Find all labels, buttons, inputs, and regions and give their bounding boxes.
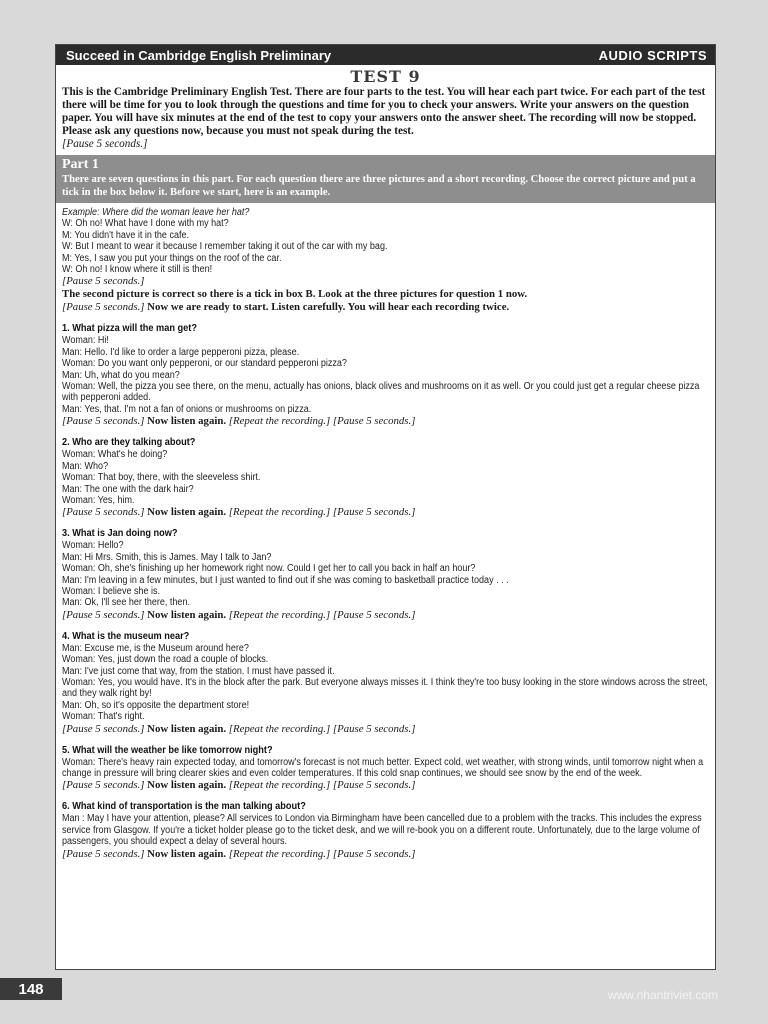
part-instructions: There are seven questions in this part. For each question there are three pictures and a short recording. Choose the correct picture and put a tick in the box below it. Before we start, here is an example. (62, 174, 696, 198)
test-title: TEST 9 (350, 67, 421, 86)
example-line: W: But I meant to wear it because I remember taking it out of the car with my bag. (62, 241, 388, 253)
dialogue-line: Woman: Well, the pizza you see there, on the menu, actually has onions, black olives and mushrooms on it as well. Or you could just get a regular cheese pizza with pepperoni added. (62, 381, 700, 404)
dialogue-line: Woman: Yes, him. (62, 494, 135, 506)
page-number: 148 (0, 978, 62, 1000)
example-pause: [Pause 5 seconds.] (62, 275, 145, 288)
page-header (56, 45, 715, 65)
intro-paragraph (56, 86, 715, 151)
question-title: 6. What kind of transportation is the man talking about? (62, 801, 306, 813)
part-banner (56, 155, 715, 203)
pause-line: [Pause 5 seconds.] Now listen again. [Repeat the recording.] [Pause 5 seconds.] (62, 722, 416, 735)
dialogue-line: Woman: What's he doing? (62, 449, 168, 461)
question-block (62, 801, 709, 860)
watermark-text: www.nhantriviet.com (607, 988, 718, 1002)
example-line: M: Yes, I saw you put your things on the roof of the car. (62, 252, 282, 264)
intro-text: This is the Cambridge Preliminary English Test. There are four parts to the test. You will hear each part twice. For each part of the test there will be time for you to look through the questions and time for you to check your answers. Write your answers on the question paper. You will have six minutes at the end of the test to copy your answers onto the answer sheet. The recording will now be stopped. Please ask any questions now, because you must not speak during the test. (62, 86, 706, 137)
dialogue-line: Woman: That's right. (62, 711, 145, 723)
dialogue-line: Man: Uh, what do you mean? (62, 369, 180, 381)
example-note: The second picture is correct so there is a tick in box B. Look at the three pictures for question 1 now. (62, 288, 528, 301)
dialogue-line: Woman: Yes, just down the road a couple of blocks. (62, 654, 269, 666)
pause-line: [Pause 5 seconds.] Now listen again. [Repeat the recording.] [Pause 5 seconds.] (62, 608, 416, 621)
example-line: W: Oh no! What have I done with my hat? (62, 218, 229, 230)
question-block (62, 745, 709, 793)
ready-pause: [Pause 5 seconds.] (62, 301, 145, 314)
dialogue-line: Man: Who? (62, 460, 109, 472)
dialogue-line: Man: The one with the dark hair? (62, 483, 194, 495)
question-block (62, 323, 709, 428)
question-title: 3. What is Jan doing now? (62, 528, 178, 540)
dialogue-line: Woman: Yes, you would have. It's in the block after the park. But everyone always misses it. I think they're too busy looking in the store windows across the street, and they walk right by! (62, 676, 708, 700)
dialogue-line: Man : May I have your attention, please? All services to London via Birmingham have been cancelled due to a problem with the tracks. This includes the express service from Glasgow. If you're a ticket holder please go to the ticket desk, and we will re-book you on a different route. Unfortunately, due to the large volume of passengers, you should expect a delay of several hours. (62, 813, 702, 848)
page (55, 44, 716, 970)
example-line: M: You didn't have it in the cafe. (62, 229, 190, 241)
dialogue-line: Man: I'm leaving in a few minutes, but I just wanted to find out if she was coming to basketball practice today . . . (62, 574, 509, 586)
example-question: Example: Where did the woman leave her hat? (62, 207, 250, 218)
dialogue-line: Man: Yes, that. I'm not a fan of onions or mushrooms on pizza. (62, 403, 312, 415)
dialogue-line: Man: Ok, I'll see her there, then. (62, 597, 190, 609)
dialogue-line: Man: Excuse me, is the Museum around here? (62, 642, 249, 654)
book-title: Succeed in Cambridge English Preliminary (66, 47, 332, 63)
pause-line: [Pause 5 seconds.] Now listen again. [Repeat the recording.] [Pause 5 seconds.] (62, 415, 416, 428)
dialogue-line: Woman: I believe she is. (62, 585, 161, 597)
question-title: 4. What is the museum near? (62, 630, 190, 642)
dialogue-line: Man: Hi Mrs. Smith, this is James. May I talk to Jan? (62, 551, 272, 563)
question-block (62, 631, 709, 736)
dialogue-line: Man: Hello. I'd like to order a large pepperoni pizza, please. (62, 346, 300, 358)
section-label: AUDIO SCRIPTS (598, 47, 707, 63)
pause-line: [Pause 5 seconds.] Now listen again. [Repeat the recording.] [Pause 5 seconds.] (62, 847, 416, 860)
script-content (56, 203, 715, 861)
ready-text: Now we are ready to start. Listen carefully. You will hear each recording twice. (147, 301, 510, 314)
ready-line (62, 301, 709, 314)
question-title: 1. What pizza will the man get? (62, 323, 197, 335)
dialogue-line: Woman: Oh, she's finishing up her homework right now. Could I get her to call you back in half an hour? (62, 563, 476, 575)
dialogue-line: Woman: Hello? (62, 540, 124, 552)
question-block (62, 437, 709, 519)
dialogue-line: Man: I've just come that way, from the station. I must have passed it. (62, 665, 335, 677)
dialogue-line: Woman: There's heavy rain expected today, and tomorrow's forecast is not much better. Expect cold, wet weather, with strong winds, until tomorrow night when a change in pressure will bring clearer skies and even colder temperatures. If this cold snap continues, we should see snow by the end of the week. (62, 756, 704, 779)
part-title: Part 1 (62, 157, 99, 172)
dialogue-line: Woman: Hi! (62, 335, 109, 347)
question-title: 2. Who are they talking about? (62, 437, 196, 449)
question-block (62, 528, 709, 621)
question-title: 5. What will the weather be like tomorrow night? (62, 744, 273, 756)
dialogue-line: Woman: Do you want only pepperoni, or our standard pepperoni pizza? (62, 358, 347, 370)
pause-line: [Pause 5 seconds.] Now listen again. [Repeat the recording.] [Pause 5 seconds.] (62, 779, 416, 792)
example-line: W: Oh no! I know where it still is then! (62, 264, 213, 276)
dialogue-line: Woman: That boy, there, with the sleeveless shirt. (62, 472, 261, 484)
dialogue-line: Man: Oh, so it's opposite the department store! (62, 699, 250, 711)
pause-line: [Pause 5 seconds.] Now listen again. [Repeat the recording.] [Pause 5 seconds.] (62, 506, 416, 519)
intro-pause: [Pause 5 seconds.] (62, 138, 148, 150)
